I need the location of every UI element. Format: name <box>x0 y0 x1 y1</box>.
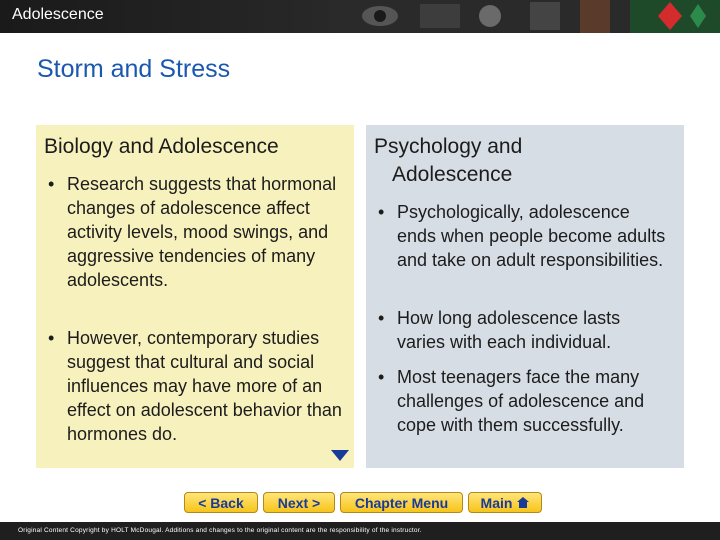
list-item <box>42 172 352 292</box>
list-item <box>372 200 672 272</box>
bullet-text: Most teenagers face the many challenges of adolescence and cope with them successfully. <box>397 367 645 435</box>
bullet-glyph: • <box>378 202 385 222</box>
psychology-bullet-list-2 <box>372 306 672 354</box>
psychology-bullet-list-1 <box>372 200 672 272</box>
copyright-footer: Original Content Copyright by HOLT McDougal. Additions and changes to the original content are the responsibility of the instructor. <box>0 522 720 540</box>
biology-bullet-list-2 <box>42 326 352 446</box>
psychology-bullet-list-3 <box>372 365 672 437</box>
bullet-glyph: • <box>378 367 385 387</box>
next-button[interactable] <box>263 492 335 513</box>
psychology-heading-line1: Psychology and <box>374 135 523 158</box>
biology-heading: Biology and Adolescence <box>44 135 279 158</box>
bullet-text: However, contemporary studies suggest that cultural and social influences may have more of an effect on adolescent behavior than hormones do. <box>67 328 342 444</box>
list-item <box>42 326 352 446</box>
main-button-label: Main <box>480 494 513 511</box>
header-collage-image <box>330 0 720 33</box>
list-item <box>372 306 672 354</box>
bullet-text: Psychologically, adolescence ends when people become adults and take on adult responsibilities. <box>397 202 666 270</box>
psychology-heading <box>374 133 679 189</box>
next-button-label: Next > <box>277 494 321 511</box>
house-icon <box>517 497 529 508</box>
triangle-down-icon[interactable] <box>331 450 349 461</box>
bullet-text: Research suggests that hormonal changes of adolescence affect activity levels, mood swings, and aggressive tendencies of many adolescents. <box>67 174 337 290</box>
biology-panel <box>36 125 354 468</box>
psychology-panel <box>366 125 684 468</box>
chapter-menu-label: Chapter Menu <box>354 494 449 511</box>
bullet-glyph: • <box>48 328 55 348</box>
biology-bullet-list-1 <box>42 172 352 292</box>
psychology-heading-line2: Adolescence <box>392 163 513 186</box>
chapter-menu-button[interactable] <box>340 492 463 513</box>
app-title: Adolescence <box>12 6 104 23</box>
header-bar <box>0 0 720 33</box>
slide-title: Storm and Stress <box>37 55 231 83</box>
back-button-label: < Back <box>198 494 244 511</box>
list-item <box>372 365 672 437</box>
back-button[interactable] <box>184 492 258 513</box>
bullet-glyph: • <box>48 174 55 194</box>
main-button[interactable] <box>468 492 542 513</box>
bullet-text: How long adolescence lasts varies with each individual. <box>397 308 621 352</box>
bullet-glyph: • <box>378 308 385 328</box>
